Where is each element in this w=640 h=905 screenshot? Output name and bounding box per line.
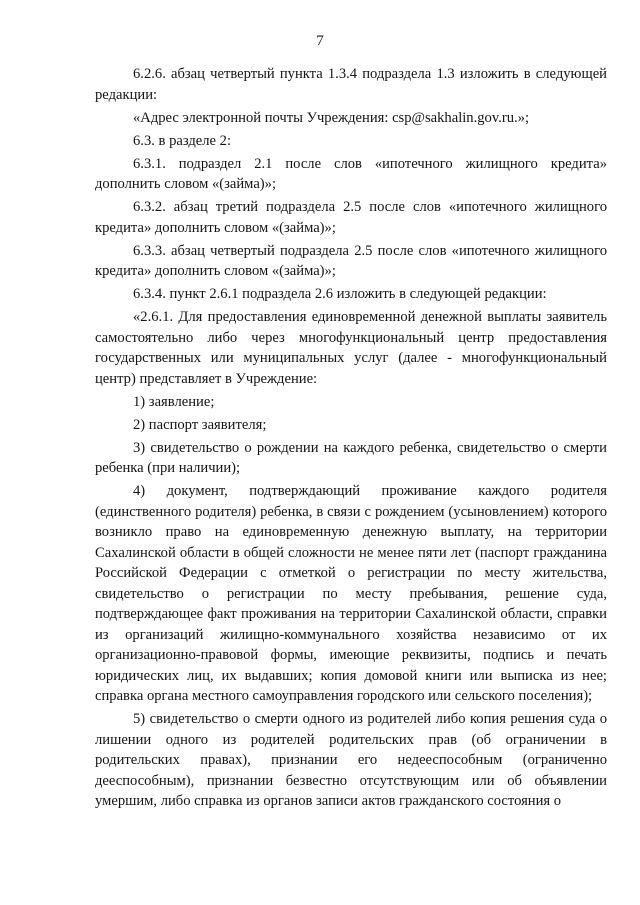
list-item: 3) свидетельство о рождении на каждого ребенка, свидетельство о смерти ребенка (при наличии); [95,439,607,476]
paragraph: «2.6.1. Для предоставления единовременной денежной выплаты заявитель самостоятельно либо через многофункциональный центр предоставления государственных или муниципальных услуг (далее - многофункциональный центр) представляет в Учреждение: [95,309,607,387]
list-item: 2) паспорт заявителя; [133,416,267,433]
paragraph: 6.3.4. пункт 2.6.1 подраздела 2.6 изложить в следующей редакции: [133,286,547,302]
paragraph: 6.2.6. абзац четвертый пункта 1.3.4 подраздела 1.3 изложить в следующей редакции: [95,66,607,103]
list-item: 5) свидетельство о смерти одного из родителей либо копия решения суда о лишении одного из родителей родительских прав (об ограничении в родительских правах), признании его недееспособным (ограниченно дееспособным), признании безвестно отсутствующим или об объявлении умершим, либо справка из органов записи актов гражданского состояния о [95,711,607,809]
list-item: 4) документ, подтверждающий проживание каждого родителя (единственного родителя) ребенка, в связи с рождением (усыновлением) которого возникло право на единовременную денежную выплату, на территории Сахалинской области в общей сложности не менее пяти лет (паспорт гражданина Российской Федерации с отметкой о регистрации по месту жительства, свидетельство о регистрации по месту пребывания, решение суда, подтверждающее факт проживания на территории Сахалинской области, справки из организаций жилищно-коммунального хозяйства независимо от их организационно-правовой формы, имеющие реквизиты, подпись и печать юридических лиц, их выдавших; копия домовой книги или выписка из нее; справка органа местного самоуправления городского или сельского поселения); [95,483,607,704]
paragraph: «Адрес электронной почты Учреждения: csp@sakhalin.gov.ru.»; [133,109,529,126]
page-number: 7 [316,33,324,49]
paragraph: 6.3.2. абзац третий подраздела 2.5 после слов «ипотечного жилищного кредита» дополнить словом «(займа)»; [95,199,607,236]
list-item: 1) заявление; [133,393,215,410]
document-body [95,64,607,812]
paragraph: 6.3.1. подраздел 2.1 после слов «ипотечного жилищного кредита» дополнить словом «(займа)»; [95,155,607,192]
paragraph: 6.3.3. абзац четвертый подраздела 2.5 после слов «ипотечного жилищного кредита» дополнить словом «(займа)»; [95,242,607,279]
paragraph: 6.3. в разделе 2: [133,132,232,149]
